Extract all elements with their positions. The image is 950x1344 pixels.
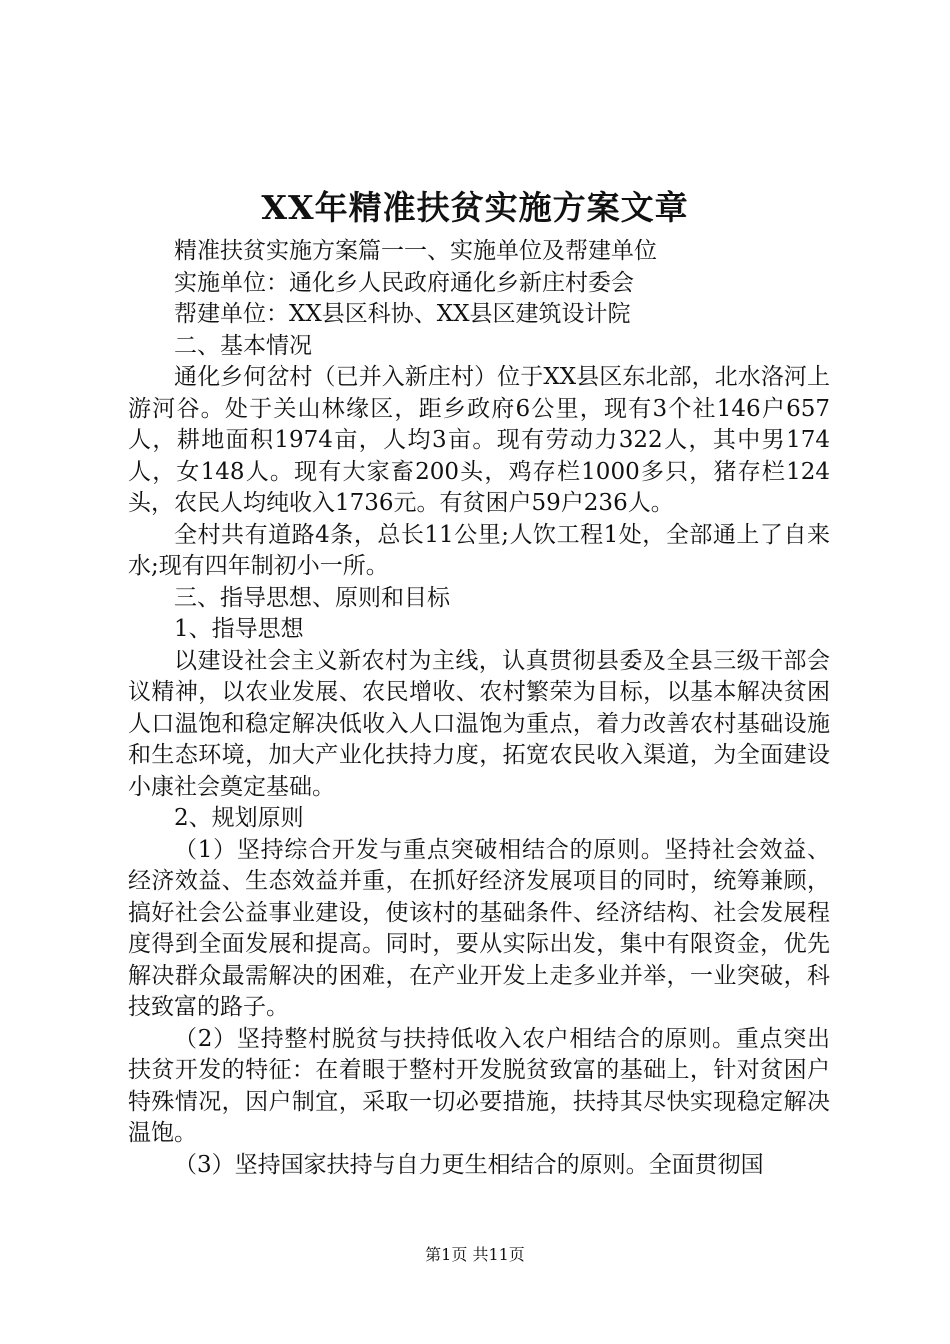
section-heading: 三、指导思想、原则和目标: [174, 584, 450, 611]
section-heading: 二、基本情况: [174, 332, 312, 359]
paragraph: 通化乡何岔村（已并入新庄村）位于XX县区东北部，北水洛河上游河谷。处于关山林缘区，距乡政府6公里，现有3个社146户657人，耕地面积1974亩，人均3亩。现有劳动力322人，其中男174人，女148人。现有大家畜200头，鸡存栏1000多只，猪存栏124头，农民人均纯收入1736元。有贫困户59户236人。: [128, 364, 830, 516]
paragraph: （1）坚持综合开发与重点突破相结合的原则。坚持社会效益、经济效益、生态效益并重，在抓好经济发展项目的同时，统筹兼顾，搞好社会公益事业建设，使该村的基础条件、经济结构、社会发展程度得到全面发展和提高。同时，要从实际出发，集中有限资金，优先解决群众最需解决的困难，在产业开发上走多业并举，一业突破，科技致富的路子。: [128, 836, 830, 1020]
document-title: XX年精准扶贫实施方案文章: [261, 188, 689, 227]
paragraph: 精准扶贫实施方案篇一一、实施单位及帮建单位: [174, 238, 657, 264]
paragraph: 全村共有道路4条，总长11公里;人饮工程1处，全部通上了自来水;现有四年制初小一所。: [128, 521, 830, 579]
subsection-heading: 2、规划原则: [174, 805, 304, 831]
page-footer: 第1页 共11页: [425, 1245, 525, 1264]
paragraph: 帮建单位：XX县区科协、XX县区建筑设计院: [174, 301, 631, 327]
paragraph: 以建设社会主义新农村为主线，认真贯彻县委及全县三级干部会议精神，以农业发展、农民增收、农村繁荣为目标，以基本解决贫困人口温饱和稳定解决低收入人口温饱为重点，着力改善农村基础设施和生态环境，加大产业化扶持力度，拓宽农民收入渠道，为全面建设小康社会奠定基础。: [128, 647, 830, 800]
paragraph: 实施单位：通化乡人民政府通化乡新庄村委会: [174, 269, 634, 296]
document-body: [128, 236, 830, 1181]
subsection-heading: 1、指导思想: [174, 616, 304, 642]
paragraph: （2）坚持整村脱贫与扶持低收入农户相结合的原则。重点突出扶贫开发的特征：在着眼于整村开发脱贫致富的基础上，针对贫困户特殊情况，因户制宜，采取一切必要措施，扶持其尽快实现稳定解决温饱。: [128, 1025, 830, 1146]
paragraph: （3）坚持国家扶持与自力更生相结合的原则。全面贯彻国: [174, 1151, 764, 1178]
